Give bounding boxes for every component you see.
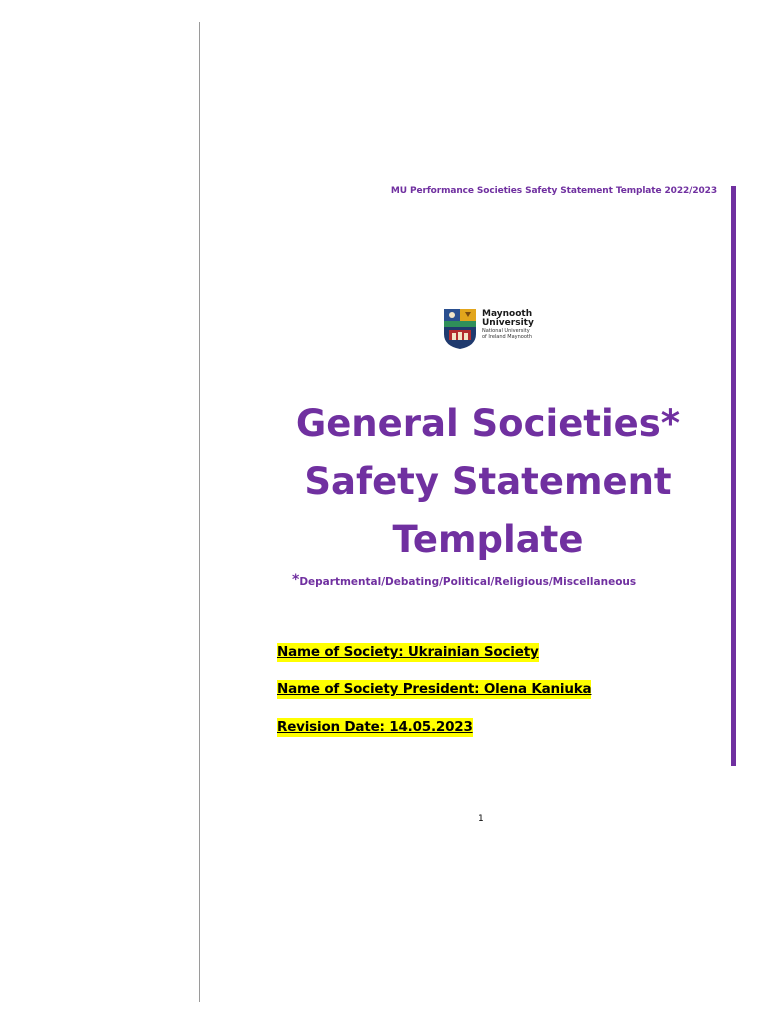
crest-icon: [443, 308, 477, 350]
revision-date-field: Revision Date: 14.05.2023: [277, 719, 473, 735]
title-line-2: Safety Statement: [304, 460, 672, 503]
asterisk-marker: *: [292, 572, 300, 588]
logo-sub-line2: of Ireland Maynooth: [482, 334, 533, 340]
title-line-1: General Societies*: [295, 402, 681, 445]
decorative-vertical-rule: [731, 186, 736, 766]
university-logo: [443, 308, 543, 350]
running-header: MU Performance Societies Safety Statement Template 2022/2023: [390, 186, 717, 196]
society-categories: [292, 570, 636, 589]
title-line-3: Template: [392, 518, 584, 561]
society-name-field: Name of Society: Ukrainian Society: [277, 644, 539, 660]
logo-name-line1: Maynooth: [482, 309, 533, 319]
society-president-field: Name of Society President: Olena Kaniuka: [277, 681, 592, 697]
document-title: [268, 395, 708, 569]
logo-sub-line1: National University: [482, 328, 530, 334]
logo-wordmark: [482, 310, 534, 340]
page-left-edge: [199, 22, 200, 1002]
categories-text: Departmental/Debating/Political/Religious/Miscellaneous: [299, 576, 637, 588]
page-number: 1: [478, 814, 484, 824]
logo-name-line2: University: [482, 318, 534, 328]
